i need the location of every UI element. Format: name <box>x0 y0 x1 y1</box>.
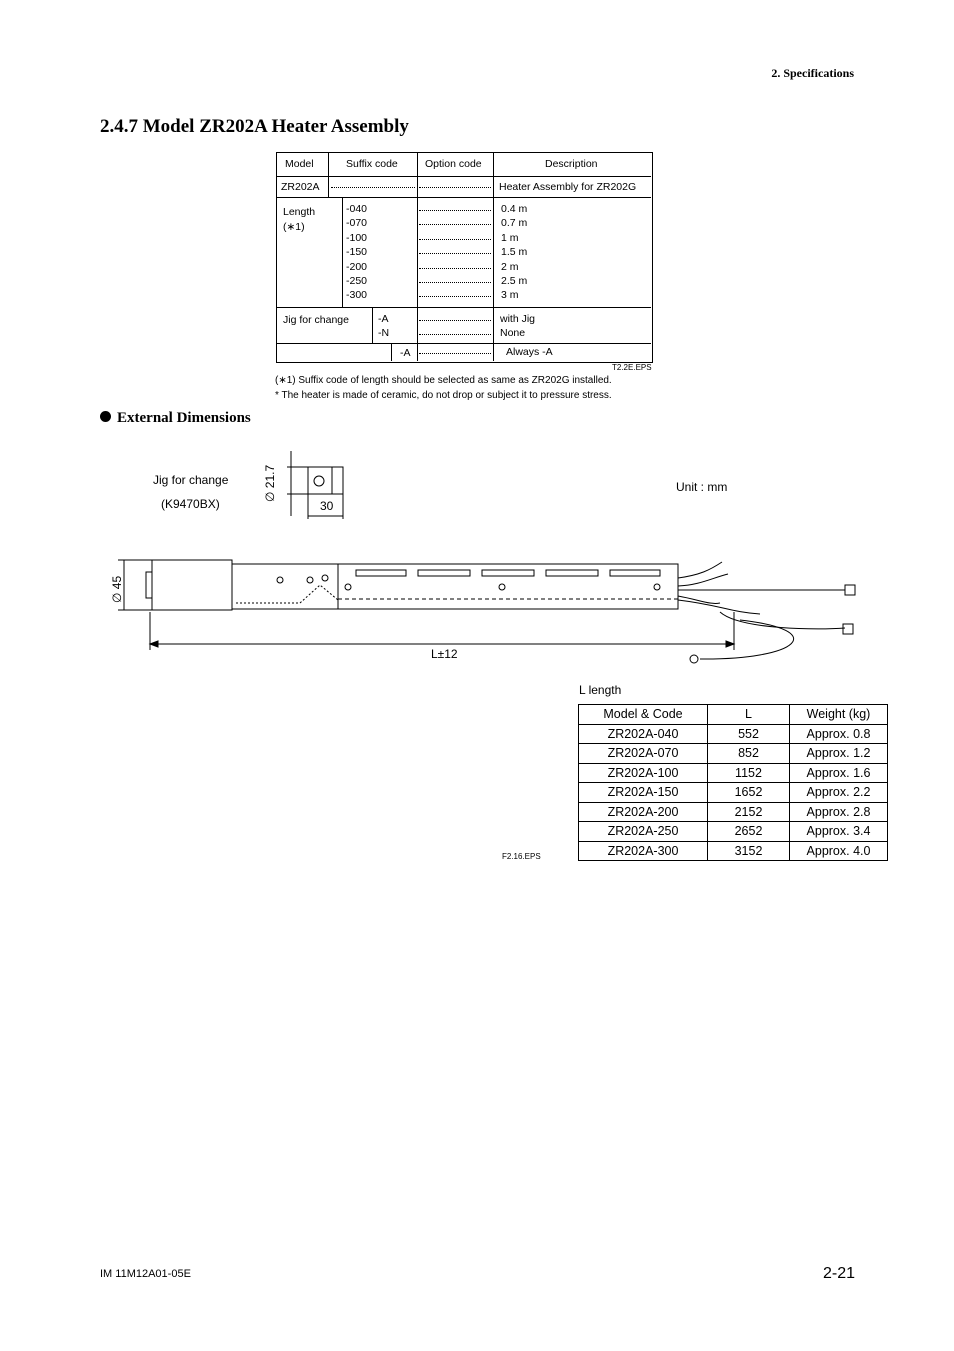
note-2: * The heater is made of ceramic, do not drop or subject it to pressure stress. <box>275 390 612 401</box>
model-description: Heater Assembly for ZR202G <box>499 181 637 193</box>
length-table-header: Model & Code <box>579 705 708 725</box>
jig-code: -N <box>378 327 390 339</box>
length-description: 0.4 m <box>501 203 528 215</box>
table-cell: ZR202A-250 <box>579 822 708 842</box>
table-cell: 1152 <box>708 763 790 783</box>
table-cell: ZR202A-150 <box>579 783 708 803</box>
table-cell: Approx. 3.4 <box>790 822 888 842</box>
table-cell: Approx. 2.8 <box>790 802 888 822</box>
table-row <box>579 822 888 842</box>
table-row <box>579 744 888 764</box>
length-description: 1.5 m <box>501 246 528 259</box>
length-code: -300 <box>346 289 368 302</box>
unit-label: Unit : mm <box>676 480 728 494</box>
table-cell: 2652 <box>708 822 790 842</box>
jig-label-line2: (K9470BX) <box>161 497 220 511</box>
table-row <box>579 763 888 783</box>
length-table-header: Weight (kg) <box>790 705 888 725</box>
table-cell: ZR202A-070 <box>579 744 708 764</box>
always-description: Always -A <box>506 346 553 358</box>
table-cell: 1652 <box>708 783 790 803</box>
table-cell: Approx. 4.0 <box>790 841 888 861</box>
length-description: 2.5 m <box>501 275 528 287</box>
header-suffix: Suffix code <box>346 158 398 170</box>
running-header: 2. Specifications <box>771 66 854 80</box>
table-cell: Approx. 1.2 <box>790 744 888 764</box>
note-1: (∗1) Suffix code of length should be selected as same as ZR202G installed. <box>275 375 612 386</box>
length-note-ref: (∗1) <box>283 221 305 233</box>
length-code: -250 <box>346 275 368 287</box>
jig-label: Jig for change <box>283 314 349 326</box>
jig-diameter-label: ∅ 21.7 <box>263 464 277 502</box>
length-description: 1 m <box>501 231 519 244</box>
table-cell: Approx. 2.2 <box>790 783 888 803</box>
table-row <box>579 841 888 861</box>
table-cell: 3152 <box>708 841 790 861</box>
table-cell: Approx. 0.8 <box>790 724 888 744</box>
length-code: -040 <box>346 203 368 215</box>
jig-label-line1: Jig for change <box>153 473 229 487</box>
always-code: -A <box>400 347 411 359</box>
figure-eps-label: F2.16.EPS <box>502 852 541 861</box>
header-description: Description <box>545 158 598 170</box>
table-row <box>579 783 888 803</box>
length-label: Length <box>283 206 316 218</box>
jig-description: None <box>500 327 526 339</box>
length-table-caption: L length <box>579 683 622 697</box>
table-cell: 852 <box>708 744 790 764</box>
table-cell: 552 <box>708 724 790 744</box>
table-cell: ZR202A-300 <box>579 841 708 861</box>
length-description: 0.7 m <box>501 217 528 230</box>
jig-description: with Jig <box>500 313 536 325</box>
heater-diameter-label: ∅ 45 <box>110 575 124 603</box>
header-model: Model <box>285 158 314 170</box>
jig-width-label: 30 <box>320 499 334 513</box>
length-code: -100 <box>346 231 368 244</box>
table-cell: ZR202A-200 <box>579 802 708 822</box>
table-cell: ZR202A-100 <box>579 763 708 783</box>
table-cell: 2152 <box>708 802 790 822</box>
table-cell: ZR202A-040 <box>579 724 708 744</box>
length-code: -070 <box>346 217 368 230</box>
table-eps-label: T2.2E.EPS <box>612 363 652 372</box>
length-table-header: L <box>708 705 790 725</box>
page-title: 2.4.7 Model ZR202A Heater Assembly <box>100 116 409 137</box>
model-code: ZR202A <box>281 181 320 193</box>
table-row <box>579 724 888 744</box>
section-heading: External Dimensions <box>100 410 251 427</box>
length-dimension-label: L±12 <box>431 647 458 661</box>
length-code: -150 <box>346 246 368 259</box>
length-table <box>578 704 888 861</box>
table-cell: Approx. 1.6 <box>790 763 888 783</box>
doc-id: IM 11M12A01-05E <box>100 1268 191 1280</box>
length-description: 3 m <box>501 289 519 302</box>
page-number: 2-21 <box>823 1265 856 1282</box>
table-row <box>579 802 888 822</box>
length-description: 2 m <box>501 260 519 273</box>
length-code: -200 <box>346 260 368 273</box>
jig-code: -A <box>378 313 389 325</box>
header-option: Option code <box>425 158 482 170</box>
